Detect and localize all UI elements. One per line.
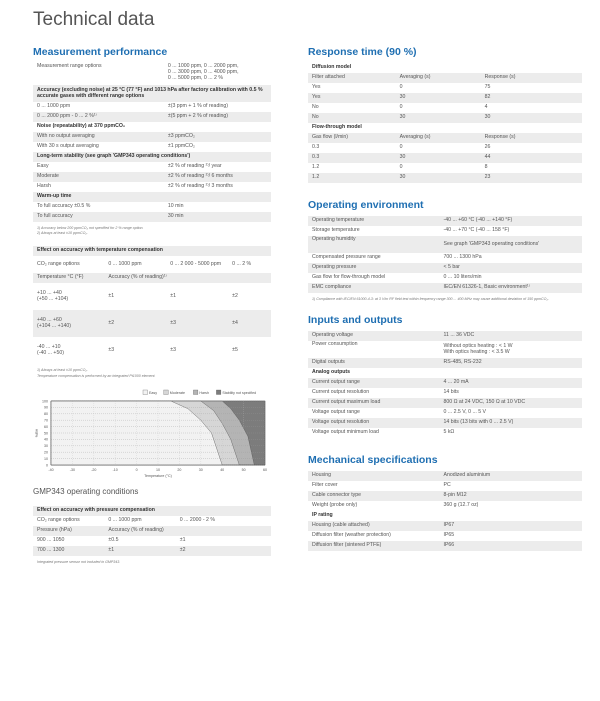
table-cell: -40 ... +70 °C (-40 ... 158 °F)	[443, 227, 510, 234]
table-cell: CO₂ range options	[37, 260, 80, 267]
table-cell: 0 ... 2000 ppm - 0 ... 2 %¹⁾	[33, 112, 164, 122]
temperature-compensation-table	[33, 246, 271, 364]
table-cell: 8-pin M12	[440, 491, 582, 501]
operating-environment-heading: Operating environment	[308, 199, 424, 211]
legend-swatch	[216, 390, 221, 395]
inputs-outputs-heading: Inputs and outputs	[308, 314, 403, 327]
table-cell: (+50 ... +104)	[37, 295, 69, 302]
table-cell: ±2	[176, 546, 271, 556]
x-tick-label: -10	[112, 467, 118, 472]
table-cell: Gas flow for flow-through model	[312, 274, 386, 281]
table-cell: 11 ... 36 VDC	[440, 331, 582, 341]
table-cell: Without optics heating : < 1 W	[443, 342, 513, 349]
table-cell: Temperature compensation is performed by an integrated Pt1000 element.	[37, 373, 156, 378]
y-tick-label: 20	[44, 450, 48, 455]
right-column	[308, 46, 582, 551]
table-cell: ±2 % of reading ²⁾/ year	[167, 163, 222, 170]
table-cell: IP65	[443, 532, 455, 539]
inputs-outputs-table	[308, 331, 582, 438]
table-cell: Cable connector type	[308, 491, 440, 501]
table-cell: 0	[399, 164, 403, 171]
table-cell: With 30 s output averaging	[37, 143, 99, 150]
table-cell: 900 ... 1050	[37, 536, 65, 543]
y-tick-label: 0	[46, 463, 48, 468]
table-cell: ±3	[108, 346, 115, 353]
table-cell: Response (s)	[481, 133, 582, 143]
table-cell: 44	[481, 153, 582, 163]
y-tick-label: 90	[44, 405, 48, 410]
x-tick-label: 30	[198, 467, 203, 472]
table-cell: Current output maximum load	[308, 398, 440, 408]
y-tick-label: 70	[44, 418, 48, 423]
table-cell: 4	[484, 104, 488, 111]
y-tick-label: 10	[44, 456, 48, 461]
table-cell: Compensated pressure range	[312, 254, 381, 261]
table-cell: 30 min	[164, 212, 271, 222]
x-tick-label: 0	[135, 467, 138, 472]
table-cell: 360 g (12.7 oz)	[443, 502, 479, 509]
chart-caption: GMP343 operating conditions	[33, 486, 139, 496]
table-cell: 800 Ω at 24 VDC, 150 Ω at 10 VDC	[440, 398, 582, 408]
table-cell: < 5 bar	[440, 263, 582, 273]
table-cell	[33, 310, 104, 337]
table-cell: Operating temperature	[308, 216, 440, 226]
table-cell: No	[312, 104, 319, 111]
table-cell: Operating pressure	[308, 263, 440, 273]
table-cell: -40 ... +10	[37, 343, 61, 350]
table-cell: 1.2	[308, 173, 396, 183]
warmup-header: Warm-up time	[33, 192, 271, 202]
table-cell: IP66	[440, 541, 582, 551]
table-cell: 30	[481, 113, 582, 123]
table-cell: -40 ... +60 °C (-40 ... +140 °F)	[440, 216, 582, 226]
table-cell: To full accuracy ±0.5 %	[37, 203, 91, 210]
analog-outputs-header: Analog outputs	[312, 369, 351, 376]
table-cell: Pressure (hPa)	[33, 526, 104, 536]
range-label: Measurement range options	[37, 63, 102, 69]
table-cell: Response (s)	[481, 73, 582, 83]
response-time-heading: Response time (90 %)	[308, 46, 417, 58]
range-values	[164, 63, 271, 85]
table-cell: 0 ... 5000 ppm, 0 ... 2 %	[167, 74, 223, 81]
table-cell: IEC/EN 61326-1, Basic environment¹⁾	[440, 283, 582, 293]
table-cell: (+104 ... +140)	[37, 322, 72, 329]
y-tick-label: 40	[44, 437, 48, 442]
table-cell: ±3 ppmCO₂	[164, 132, 271, 142]
table-cell: 0 ... 3000 ppm, 0 ... 4000 ppm,	[167, 68, 239, 75]
table-cell: ±(5 ppm + 2 % of reading)	[164, 112, 271, 122]
x-tick-label: 40	[220, 467, 225, 472]
table-cell: 4 ... 20 mA	[440, 378, 582, 388]
table-cell: Easy	[37, 163, 49, 170]
table-cell: RS-485, RS-232	[440, 358, 582, 368]
table-cell: 0 ... 1000 ppm, 0 ... 2000 ppm,	[167, 63, 239, 69]
table-cell: 82	[481, 93, 582, 103]
table-cell: 0 ... 2000 - 2 %	[179, 516, 215, 523]
legend-label: Moderate	[169, 390, 185, 395]
table-cell: Housing	[308, 471, 440, 481]
table-cell: 75	[484, 84, 491, 91]
table-cell: Accuracy (% of reading)¹⁾	[104, 273, 271, 283]
legend-label: Easy	[149, 390, 157, 395]
table-cell: 1) Always at least ±10 ppmCO₂.	[37, 368, 88, 373]
table-cell: 0.3	[308, 153, 396, 163]
table-cell: 10 min	[167, 203, 184, 210]
table-cell: Averaging (s)	[396, 73, 481, 83]
table-cell	[33, 283, 104, 310]
table-cell: ±3	[170, 346, 176, 353]
table-cell: 8	[484, 164, 488, 171]
table-cell: ±5	[232, 346, 238, 353]
y-tick-label: 30	[44, 443, 48, 448]
x-tick-label: 20	[177, 467, 182, 472]
legend-swatch	[143, 390, 148, 395]
legend-swatch	[193, 390, 198, 395]
table-cell: Storage temperature	[312, 227, 360, 234]
table-cell: ±2	[232, 292, 238, 299]
table-cell: ±2 % of reading ²⁾/ 6 months	[164, 172, 271, 182]
table-cell: With no output averaging	[33, 132, 164, 142]
table-cell: 0	[399, 84, 403, 91]
table-cell: Harsh	[37, 183, 51, 190]
table-cell: ±1	[104, 546, 175, 556]
operating-environment-table	[308, 216, 582, 293]
table-cell: 23	[481, 173, 582, 183]
y-axis-label: %RH	[35, 428, 39, 438]
table-cell: 1.2	[312, 164, 320, 171]
mechanical-specifications-table	[308, 471, 582, 551]
pressure-compensation-table	[33, 506, 271, 556]
ip-rating-header: IP rating	[312, 512, 333, 519]
table-cell: 30	[396, 113, 481, 123]
table-cell: 26	[484, 144, 491, 151]
table-cell: ±1	[179, 536, 186, 543]
table-cell: +40 ... +60	[37, 316, 62, 323]
table-cell: Digital outputs	[308, 358, 440, 368]
x-tick-label: -40	[48, 467, 54, 472]
table-cell: 30	[396, 173, 481, 183]
table-cell: Yes	[308, 93, 396, 103]
noise-header: Noise (repeatability) at 370 ppmCO₂	[37, 123, 126, 130]
table-cell: 14 bits	[443, 389, 459, 396]
table-cell: See graph 'GMP343 operating conditions'	[440, 236, 582, 253]
table-cell: ±3	[166, 310, 228, 337]
table-cell: Current output resolution	[312, 389, 370, 396]
response-time-table	[308, 63, 582, 183]
x-axis-label: Temperature (°C)	[144, 473, 172, 478]
table-cell: No	[308, 113, 396, 123]
x-tick-label: -20	[91, 467, 97, 472]
table-cell: ±1	[108, 292, 115, 299]
left-column	[33, 46, 271, 565]
table-cell: Filter cover	[312, 482, 338, 489]
table-cell: IP67	[440, 521, 582, 531]
operating-conditions-chart	[33, 385, 271, 481]
table-cell: Operating voltage	[308, 331, 440, 341]
table-cell: ±1 ppmCO₂	[167, 143, 195, 150]
table-cell: ±2	[104, 310, 166, 337]
pressure-comp-footnote: Integrated pressure sensor not included in GMP343.	[37, 559, 121, 564]
table-cell: ±0.5	[108, 536, 119, 543]
x-tick-label: 60	[263, 467, 267, 472]
table-cell: 30	[396, 153, 481, 163]
table-cell: 0 ... 1000 ppm	[108, 516, 142, 523]
y-tick-label: 50	[44, 431, 48, 436]
x-tick-label: 10	[156, 467, 160, 472]
table-cell: PC	[443, 482, 451, 489]
chart-svg	[33, 385, 271, 481]
table-cell: Temperature °C (°F)	[33, 273, 104, 283]
table-cell: Power consumption	[312, 341, 358, 348]
table-cell: 0 ... 2.5 V, 0 ... 5 V	[443, 409, 487, 416]
table-cell: ±1	[170, 292, 176, 299]
environment-footnote: 1) Compliance with IEC/EN 61000-4-3: at 3 V/m RF field test within frequency range 300 ... 400 MHz may cause additional deviation of 150 ppmCO₂.	[312, 297, 549, 301]
table-cell: Diffusion filter (sintered PTFE)	[308, 541, 440, 551]
table-cell: (-40 ... +50)	[37, 349, 64, 356]
legend-label: Harsh	[199, 390, 209, 395]
table-cell: 30	[396, 93, 481, 103]
table-cell: CO₂ range options	[37, 516, 80, 523]
table-cell: 0 ... 1000 ppm	[37, 103, 71, 110]
mechanical-specifications-heading: Mechanical specifications	[308, 454, 438, 467]
table-cell: Voltage output minimum load	[312, 429, 379, 436]
table-cell: Moderate	[33, 172, 164, 182]
table-cell: 0	[399, 144, 403, 151]
y-tick-label: 80	[44, 411, 48, 416]
table-cell	[33, 337, 104, 364]
table-cell: ±2 % of reading ²⁾/ 3 months	[167, 183, 233, 190]
table-cell: 0 ... 10 liters/min	[443, 274, 482, 281]
table-cell: EMC compliance	[308, 283, 440, 293]
table-cell: 0 ... 2 %	[232, 260, 252, 267]
table-cell: 0 ... 2 000 - 5000 ppm	[170, 260, 222, 267]
table-cell: With optics heating : < 3.5 W	[443, 348, 510, 355]
legend-swatch	[164, 390, 169, 395]
measurement-performance-table	[33, 63, 271, 222]
measurement-performance-heading: Measurement performance	[33, 46, 168, 58]
table-cell: Operating humidity	[308, 236, 440, 253]
x-tick-label: 50	[241, 467, 246, 472]
table-cell: Current output range	[308, 378, 440, 388]
x-tick-label: -30	[69, 467, 76, 472]
measurement-footnotes	[33, 222, 271, 236]
table-cell: 700 ... 1300	[33, 546, 104, 556]
table-cell: Voltage output range	[312, 409, 360, 416]
page-title: Technical data	[33, 9, 155, 30]
table-cell: Weight (probe only)	[312, 502, 358, 509]
table-cell: Diffusion filter (weather protection)	[312, 532, 391, 539]
table-cell: 5 kΩ	[443, 429, 455, 436]
table-cell: 700 ... 1300 hPa	[443, 254, 482, 261]
temp-comp-footnotes	[33, 364, 271, 378]
y-tick-label: 100	[42, 399, 48, 404]
temp-comp-header: Effect on accuracy with temperature compensation	[33, 246, 271, 256]
table-cell: 1) Accuracy below 200 ppmCO₂ not specified for 2 % range option.	[37, 226, 144, 230]
table-cell: Housing (cable attached)	[308, 521, 440, 531]
stability-header: Long-term stability (see graph 'GMP343 operating conditions')	[33, 152, 271, 162]
table-cell: Anodized aluminium	[440, 471, 582, 481]
table-cell: 0 ... 1000 ppm	[108, 260, 142, 267]
pressure-comp-header: Effect on accuracy with pressure compensation	[33, 506, 271, 516]
flow-through-header: Flow-through model	[312, 124, 362, 131]
table-cell: ±(3 ppm + 1 % of reading)	[167, 103, 228, 110]
table-cell: Yes	[312, 84, 321, 91]
legend-label: Stability not specified	[222, 390, 257, 395]
table-cell: 0	[399, 104, 403, 111]
table-cell: Voltage output resolution	[308, 418, 440, 428]
table-cell: 14 bits (13 bits with 0 ... 2.5 V)	[440, 418, 582, 428]
accuracy-header: Accuracy (excluding noise) at 25 °C (77 °F) and 1013 hPa after factory calibration with 0.5 % accurate gases with different range options	[33, 85, 271, 102]
table-cell: Averaging (s)	[396, 133, 481, 143]
table-cell: +10 ... +40	[37, 289, 62, 296]
table-cell: Accuracy (% of reading)	[104, 526, 271, 536]
diffusion-header: Diffusion model	[312, 64, 352, 71]
table-cell: To full accuracy	[33, 212, 164, 222]
table-cell: Gas flow (l/min)	[308, 133, 396, 143]
table-cell: ±4	[228, 310, 271, 337]
table-cell: 0.3	[312, 144, 320, 151]
y-tick-label: 60	[44, 424, 48, 429]
table-cell: 2) Always at least ±10 ppmCO₂.	[37, 231, 88, 236]
table-cell: Filter attached	[308, 73, 396, 83]
